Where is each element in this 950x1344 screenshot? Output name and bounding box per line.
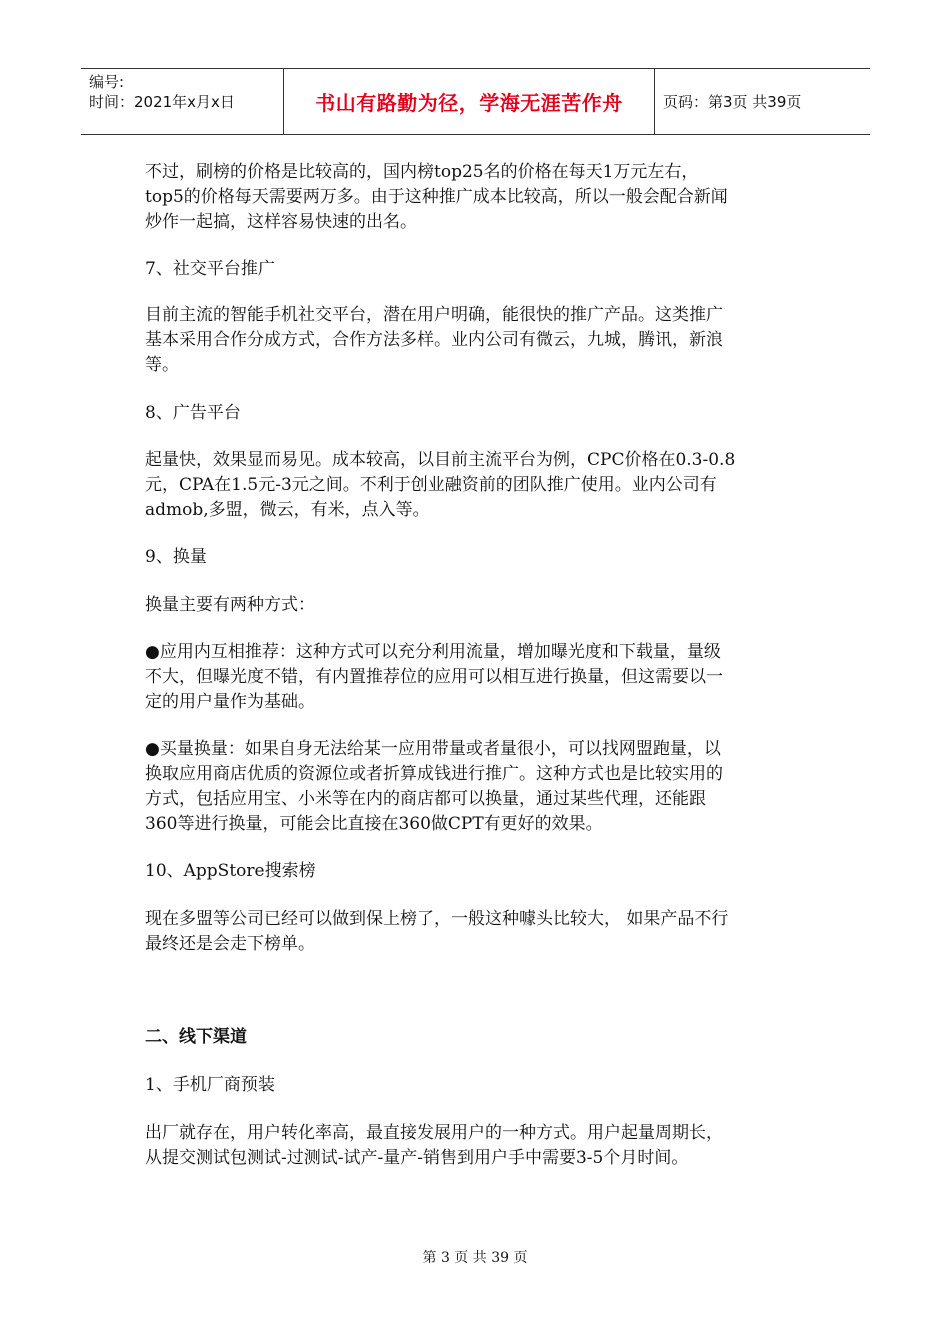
header-page-info: 页码：第3页 共39页 [663,93,802,111]
document-date-label: 时间：2021年x月x日 [89,93,235,111]
heading-social-platform: 7、社交平台推广 [145,259,275,279]
bullet-buy-exchange: ●买量换量：如果自身无法给某一应用带量或者量很小，可以找网盟跑量，以 换取应用商店优质的资源位或者折算成钱进行推广。这种方式也是比较实用的 方式，包括应用宝、小米等在内的商店都可以换量，通过某些代理，还能跟 360等进行换量，可能会比直接在360做CPT有更好的效果。 [145,739,723,834]
page-header [81,68,870,135]
paragraph-ad-platform: 起量快，效果显而易见。成本较高，以目前主流平台为例，CPC价格在0.3-0.8 元，CPA在1.5元-3元之间。不利于创业融资前的团队推广使用。业内公司有 admob,多盟，微云，有米，点入等。 [145,450,736,520]
bullet-in-app-recommend: ●应用内互相推荐：这种方式可以充分利用流量，增加曝光度和下载量，量级 不大，但曝光度不错，有内置推荐位的应用可以相互进行换量，但这需要以一 定的用户量作为基础。 [145,642,723,712]
heading-ad-platform: 8、广告平台 [145,403,241,423]
heading-oem-preinstall: 1、手机厂商预装 [145,1075,275,1095]
heading-traffic-exchange: 9、换量 [145,547,207,567]
paragraph-social-platform: 目前主流的智能手机社交平台，潜在用户明确，能很快的推广产品。这类推广 基本采用合作分成方式，合作方法多样。业内公司有微云，九城，腾讯，新浪 等。 [145,305,723,375]
header-motto: 书山有路勤为径，学海无涯苦作舟 [315,91,623,115]
heading-appstore-search: 10、AppStore搜索榜 [145,861,316,881]
header-page-info-cell [655,69,870,134]
header-motto-cell [283,69,655,134]
paragraph-ranking-cost: 不过，刷榜的价格是比较高的，国内榜top25名的价格在每天1万元左右， top5的价格每天需要两万多。由于这种推广成本比较高，所以一般会配合新闻 炒作一起搞，这样容易快速的出名。 [145,162,728,232]
paragraph-appstore-search: 现在多盟等公司已经可以做到保上榜了，一般这种噱头比较大， 如果产品不行 最终还是会走下榜单。 [145,909,729,954]
header-meta [81,69,283,134]
section-heading-offline: 二、线下渠道 [145,1027,247,1047]
paragraph-exchange-intro: 换量主要有两种方式： [145,595,315,615]
paragraph-oem-preinstall: 出厂就存在，用户转化率高，最直接发展用户的一种方式。用户起量周期长， 从提交测试包测试-过测试-试产-量产-销售到用户手中需要3-5个月时间。 [145,1123,723,1168]
document-number-label: 编号: [89,73,125,91]
page-footer: 第 3 页 共 39 页 [422,1250,528,1266]
